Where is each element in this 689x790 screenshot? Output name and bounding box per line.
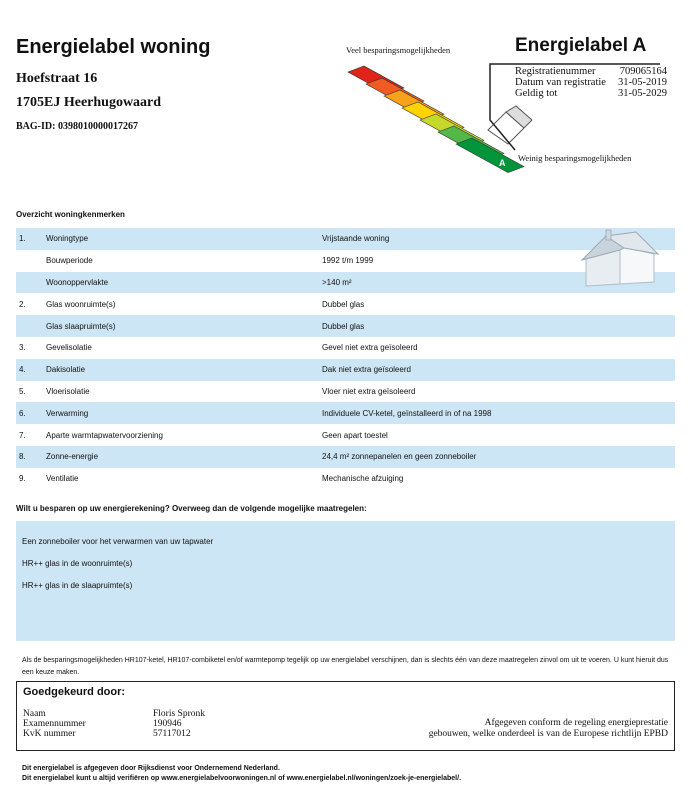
feature-key: Glas slaapruimte(s) (46, 321, 116, 331)
feature-val: 24,4 m² zonnepanelen en geen zonneboiler (322, 452, 477, 462)
feature-val: Vrijstaande woning (322, 234, 390, 244)
advice-item: HR++ glas in de slaapruimte(s) (22, 581, 133, 590)
feature-row (16, 424, 675, 446)
feature-row (16, 337, 675, 359)
weinig-besparing-text: Weinig besparingsmogelijkheden (518, 153, 632, 163)
advice-title: Wilt u besparen op uw energierekening? Overweeg dan de volgende mogelijke maatregelen: (16, 504, 367, 513)
feature-row (16, 315, 675, 337)
feature-row (16, 272, 675, 294)
footer-line-2: Dit energielabel kunt u altijd verifiëren op www.energielabelvoorwoningen.nl of www.energielabel.nl/woningen/zoek-je-energielabel/. (22, 775, 462, 782)
feature-key: Woonoppervlakte (46, 277, 109, 287)
conform-text (429, 718, 668, 740)
bag-id: BAG-ID: 0398010000017267 (16, 121, 138, 132)
feature-num: 4. (19, 365, 26, 375)
feature-val: Dak niet extra geïsoleerd (322, 365, 411, 375)
feature-key: Bouwperiode (46, 256, 93, 266)
feature-key: Zonne-energie (46, 452, 99, 462)
exam-label: Examennummer (23, 719, 86, 729)
approved-details (23, 709, 205, 739)
feature-row (16, 293, 675, 315)
feature-row (16, 359, 675, 381)
feature-key: Woningtype (46, 234, 89, 244)
kvk-label: KvK nummer (23, 729, 76, 739)
feature-val: Dubbel glas (322, 299, 365, 309)
name-label: Naam (23, 709, 46, 719)
feature-val: Mechanische afzuiging (322, 474, 404, 484)
feature-row (16, 381, 675, 403)
label-steps (348, 66, 524, 173)
feature-num: 7. (19, 430, 26, 440)
address-street: Hoefstraat 16 (16, 71, 98, 86)
features-table (16, 228, 675, 490)
name-value: Floris Spronk (153, 709, 205, 719)
valid-until: 31-05-2029 (618, 88, 667, 99)
approved-title: Goedgekeurd door: (23, 686, 126, 698)
feature-key: Glas woonruimte(s) (46, 299, 116, 309)
address-city: 1705EJ Heerhugowaard (16, 95, 162, 110)
feature-row (16, 250, 675, 272)
feature-key: Ventilatie (46, 474, 79, 484)
conform-line-1: Afgegeven conform de regeling energieprestatie (484, 718, 668, 728)
conform-line-2: gebouwen, welke onderdeel is van de Europese richtlijn EPBD (428, 729, 668, 739)
feature-row (16, 402, 675, 424)
feature-key: Dakisolatie (46, 365, 86, 375)
advice-box (16, 521, 675, 641)
feature-num: 6. (19, 408, 26, 418)
feature-val: Individuele CV-ketel, geïnstalleerd in of na 1998 (322, 408, 492, 418)
valid-until-label: Geldig tot (515, 88, 558, 99)
house-icon (580, 228, 660, 290)
feature-num: 1. (19, 234, 26, 244)
label-step-a (456, 138, 524, 173)
feature-val: Vloer niet extra geïsoleerd (322, 386, 416, 396)
feature-num: 2. (19, 299, 26, 309)
feature-key: Aparte warmtapwatervoorziening (46, 430, 163, 440)
energy-label-title: Energielabel A (515, 35, 647, 56)
kvk-value: 57117012 (153, 729, 191, 739)
feature-num: 9. (19, 474, 26, 484)
feature-val: Dubbel glas (322, 321, 365, 331)
exam-value: 190946 (153, 719, 182, 729)
feature-row (16, 228, 675, 250)
feature-num: 5. (19, 386, 26, 396)
label-step-letter: A (499, 157, 506, 168)
reg-date-label: Datum van registratie (515, 77, 606, 88)
feature-val: 1992 t/m 1999 (322, 256, 374, 266)
overview-title: Overzicht woningkenmerken (16, 210, 125, 219)
feature-num: 3. (19, 343, 26, 353)
feature-key: Vloerisolatie (46, 386, 90, 396)
reg-number-label: Registratienummer (515, 66, 596, 77)
feature-val: Gevel niet extra geïsoleerd (322, 343, 418, 353)
feature-row (16, 468, 675, 490)
advice-item: Een zonneboiler voor het verwarmen van uw tapwater (22, 537, 214, 546)
registration-block (515, 66, 667, 99)
page-title: Energielabel woning (16, 36, 211, 58)
reg-date: 31-05-2019 (618, 77, 667, 88)
advice-note: Als de besparingsmogelijkheden HR107-ketel, HR107-combiketel en/of warmtepomp tegelijk op uw energielabel verschijnen, dan is slechts één van deze maatregelen zinvol om uit te voeren. U kunt hieruit dus een keuze maken. (22, 657, 669, 676)
footer (22, 764, 461, 784)
reg-number: 709065164 (619, 66, 667, 77)
feature-key: Gevelisolatie (46, 343, 92, 353)
feature-key: Verwarming (46, 408, 89, 418)
footer-line-1: Dit energielabel is afgegeven door Rijksdienst voor Ondernemend Nederland. (22, 765, 280, 772)
feature-row (16, 446, 675, 468)
advice-item: HR++ glas in de woonruimte(s) (22, 559, 133, 568)
veel-besparing-text: Veel besparingsmogelijkheden (346, 45, 451, 55)
feature-val: Geen apart toestel (322, 430, 388, 440)
approved-box (16, 681, 675, 751)
feature-val: >140 m² (322, 277, 352, 287)
feature-num: 8. (19, 452, 26, 462)
